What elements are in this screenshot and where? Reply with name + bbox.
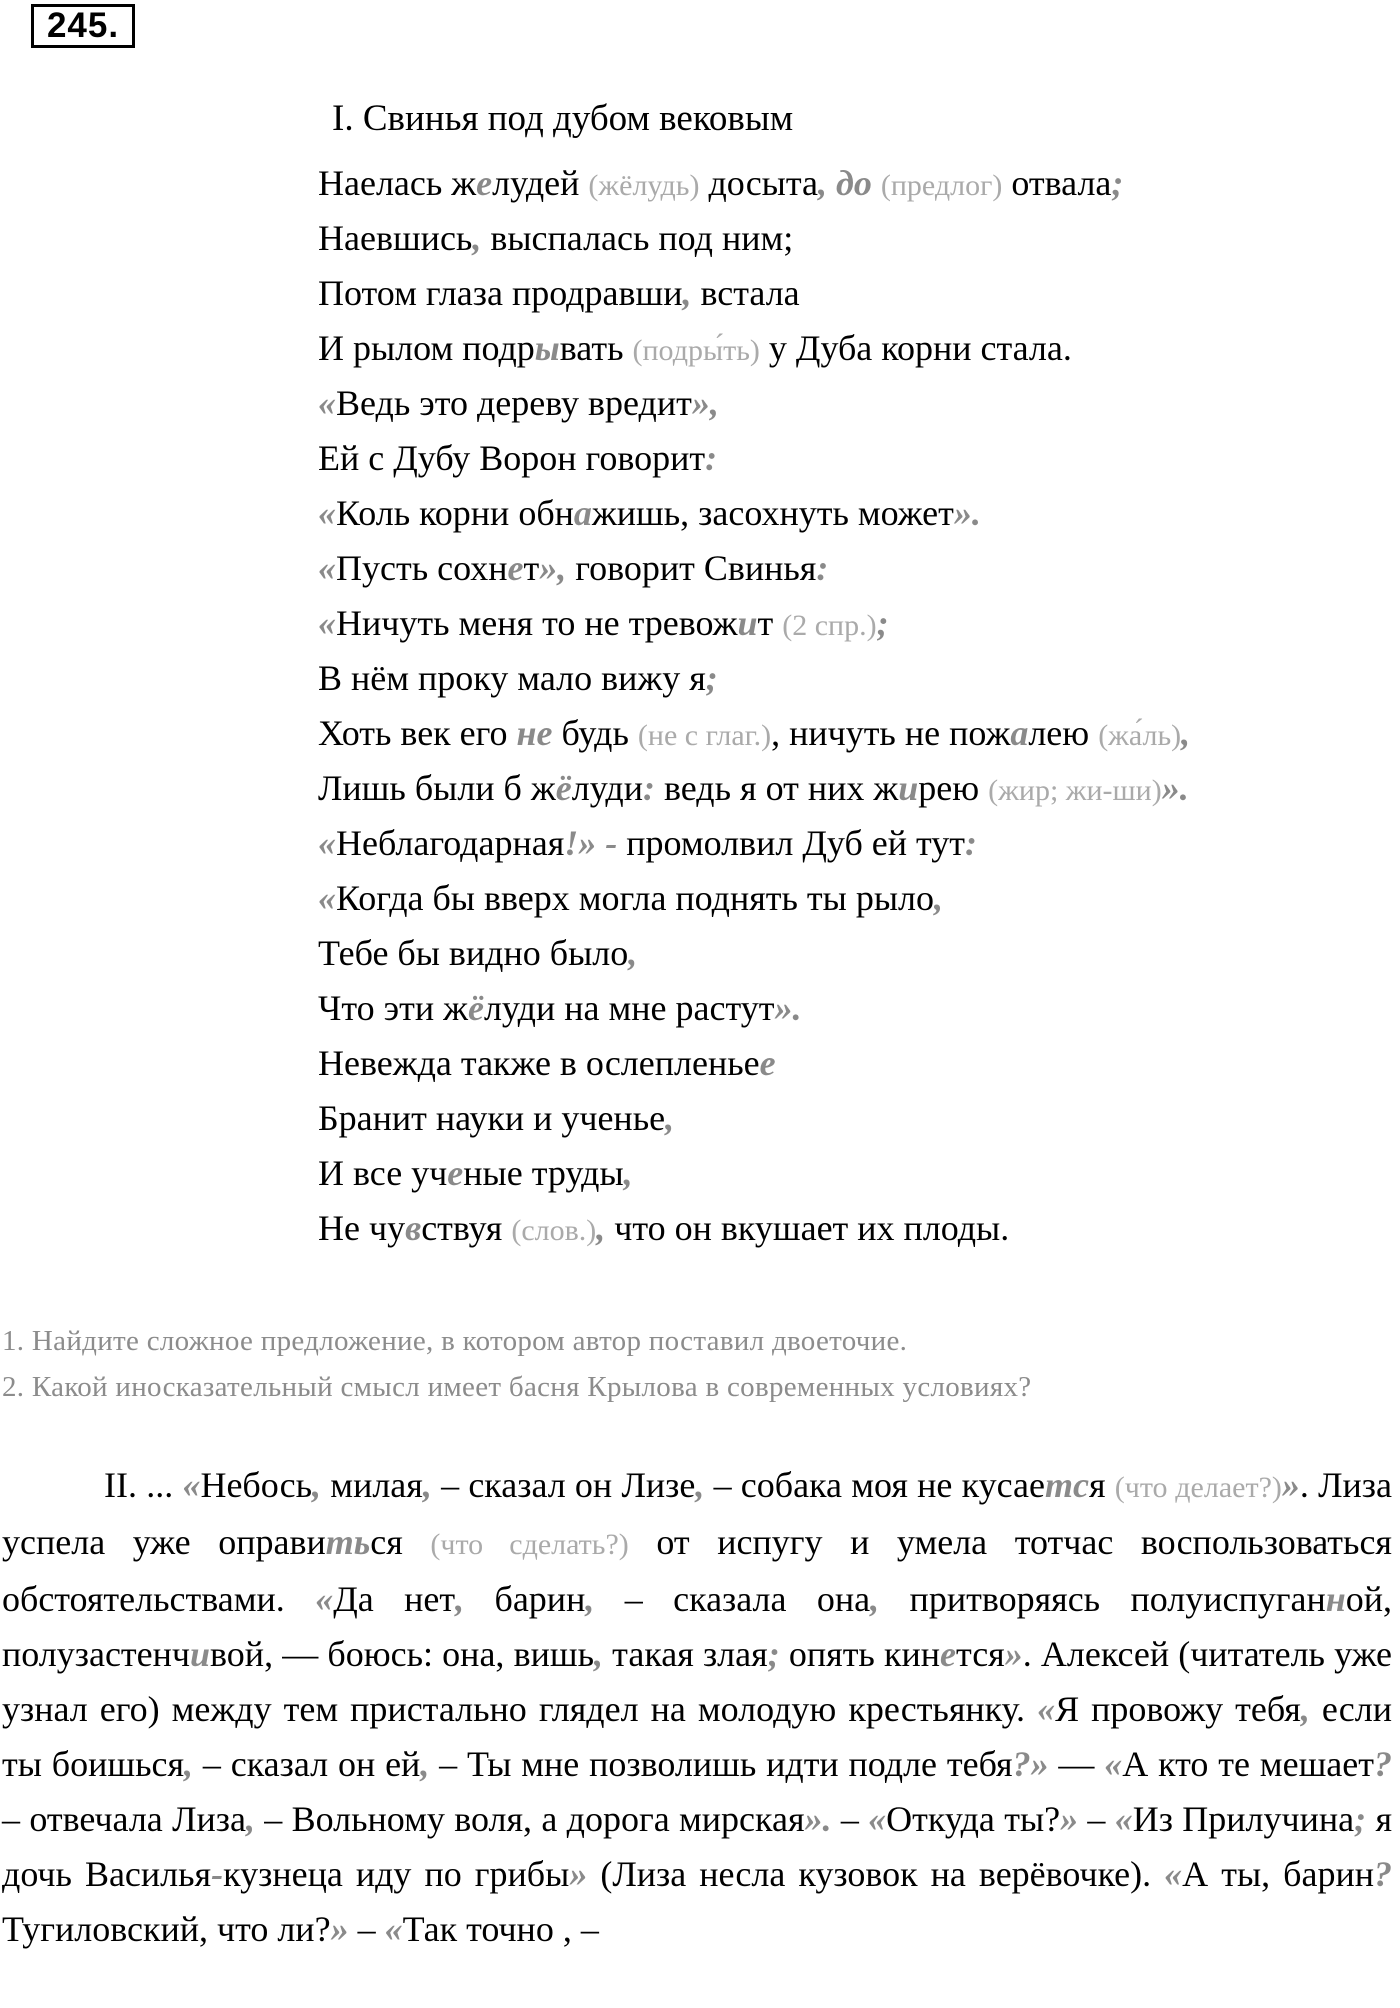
highlight-mark: : bbox=[965, 823, 977, 863]
text-segment: – отвечала Лиза bbox=[2, 1799, 246, 1839]
highlight-mark: : bbox=[816, 548, 829, 588]
highlight-mark: и bbox=[898, 768, 919, 808]
text-segment: Я провожу тебя bbox=[1055, 1689, 1301, 1729]
poem-line bbox=[318, 156, 1378, 211]
text-segment: . Алексей (читатель уже узнал его) между тем пристально глядел на молодую крестьянку. bbox=[2, 1634, 1393, 1729]
text-segment: лею bbox=[1028, 713, 1099, 753]
highlight-mark: » bbox=[330, 1909, 349, 1949]
grammar-hint: (жёлудь) bbox=[588, 169, 700, 202]
highlight-mark: , до bbox=[818, 163, 872, 203]
text-segment: Тебе бы видно было bbox=[318, 933, 629, 973]
poem-line bbox=[318, 266, 1378, 321]
text-segment: ся bbox=[370, 1522, 431, 1562]
poem-line bbox=[318, 1091, 1378, 1146]
text-segment: Пусть сохн bbox=[336, 548, 508, 588]
highlight-mark: , bbox=[245, 1799, 255, 1839]
question-1: 1. Найдите сложное предложение, в котором автор поставил двоеточие. bbox=[2, 1325, 908, 1357]
text-segment: (Лиза несла кузовок на верёвочке). bbox=[587, 1854, 1165, 1894]
highlight-mark: , bbox=[422, 1465, 432, 1505]
highlight-mark: , bbox=[695, 1465, 705, 1505]
poem-line bbox=[318, 1036, 1378, 1091]
text-segment: А кто те мешает bbox=[1122, 1744, 1374, 1784]
highlight-mark: е bbox=[759, 1043, 776, 1083]
text-segment: я bbox=[1088, 1465, 1115, 1505]
text-segment: от испугу и умела тотчас воспользоваться обстоятельствами. bbox=[2, 1522, 1392, 1619]
highlight-mark: , bbox=[455, 1579, 465, 1619]
highlight-mark: ». bbox=[774, 988, 802, 1028]
highlight-mark: ; bbox=[1111, 163, 1124, 203]
text-segment: ные труды bbox=[463, 1153, 624, 1193]
highlight-mark: » bbox=[1281, 1465, 1300, 1505]
highlight-mark: н bbox=[1325, 1579, 1346, 1619]
highlight-mark: , bbox=[585, 1579, 595, 1619]
text-segment: жишь, засохнуть может bbox=[591, 493, 954, 533]
text-segment: Откуда ты? bbox=[886, 1799, 1061, 1839]
highlight-mark: « bbox=[318, 383, 336, 423]
grammar-hint: (что делает?) bbox=[1114, 1471, 1282, 1504]
text-segment: , ничуть не пож bbox=[771, 713, 1011, 753]
text-segment: – Вольному воля, а дорога мирская bbox=[254, 1799, 805, 1839]
text-segment: – собака моя не кусае bbox=[704, 1465, 1045, 1505]
text-segment: будь bbox=[552, 713, 638, 753]
text-segment: ой, полузастенч bbox=[2, 1579, 1393, 1674]
highlight-mark: « bbox=[315, 1579, 334, 1619]
highlight-mark: ». bbox=[1161, 768, 1189, 808]
highlight-mark: « bbox=[318, 603, 336, 643]
grammar-hint: (подры́ть) bbox=[632, 334, 760, 367]
highlight-mark: и bbox=[190, 1634, 211, 1674]
highlight-mark: , bbox=[596, 1208, 606, 1248]
text-segment: – bbox=[348, 1909, 385, 1949]
highlight-mark: ы bbox=[534, 328, 560, 368]
poem-line bbox=[318, 211, 1378, 266]
highlight-mark: , bbox=[628, 933, 638, 973]
text-segment: кузнеца иду по грибы bbox=[223, 1854, 570, 1894]
highlight-mark: , bbox=[623, 1153, 633, 1193]
highlight-mark: , bbox=[184, 1744, 194, 1784]
highlight-mark: « bbox=[1104, 1744, 1123, 1784]
highlight-mark: , bbox=[312, 1465, 322, 1505]
highlight-mark: , bbox=[1181, 713, 1191, 753]
poem-line bbox=[318, 816, 1378, 871]
text-segment: – сказал он ей bbox=[193, 1744, 421, 1784]
text-segment: у Дуба корни стала. bbox=[759, 328, 1072, 368]
question-2: 2. Какой иносказательный смысл имеет басня Крылова в современных условиях? bbox=[2, 1371, 1032, 1403]
highlight-mark: ; bbox=[767, 1634, 780, 1674]
highlight-mark: , bbox=[682, 273, 692, 313]
highlight-mark: « bbox=[1114, 1799, 1133, 1839]
highlight-mark: в bbox=[405, 1208, 422, 1248]
poem-line bbox=[318, 486, 1378, 541]
poem-body bbox=[318, 156, 1378, 1256]
highlight-mark: » bbox=[1060, 1799, 1079, 1839]
prose-paragraph bbox=[2, 1458, 1392, 1957]
text-segment: Когда бы вверх могла поднять ты рыло bbox=[336, 878, 935, 918]
highlight-mark: « bbox=[1164, 1854, 1183, 1894]
text-segment: опять кин bbox=[779, 1634, 941, 1674]
text-segment: барин bbox=[464, 1579, 586, 1619]
poem-line bbox=[318, 981, 1378, 1036]
text-segment: луди на мне растут bbox=[483, 988, 775, 1028]
text-segment: — bbox=[1048, 1744, 1105, 1784]
poem-line bbox=[318, 651, 1378, 706]
text-segment: что он вкушает их плоды. bbox=[605, 1208, 1010, 1248]
highlight-mark: е bbox=[476, 163, 493, 203]
highlight-mark: ть bbox=[325, 1522, 371, 1562]
highlight-mark: !» - bbox=[564, 823, 618, 863]
text-segment: II. ... bbox=[104, 1465, 183, 1505]
text-segment: Не чу bbox=[318, 1208, 406, 1248]
grammar-hint: (2 спр.) bbox=[782, 609, 877, 642]
highlight-mark: « bbox=[318, 878, 336, 918]
highlight-mark: , bbox=[870, 1579, 880, 1619]
text-segment: Наелась ж bbox=[318, 163, 477, 203]
text-segment: Неблагодарная bbox=[336, 823, 565, 863]
text-segment: лудей bbox=[492, 163, 589, 203]
highlight-mark: ». bbox=[953, 493, 981, 533]
highlight-mark: « bbox=[318, 548, 336, 588]
text-segment: Что эти ж bbox=[318, 988, 468, 1028]
highlight-mark: а bbox=[573, 493, 592, 533]
text-segment: луди bbox=[571, 768, 644, 808]
text-segment: – сказала она bbox=[594, 1579, 871, 1619]
highlight-mark: ; bbox=[876, 603, 889, 643]
highlight-mark: « bbox=[384, 1909, 403, 1949]
grammar-hint: (что сделать?) bbox=[430, 1528, 629, 1561]
text-segment: В нём проку мало вижу я bbox=[318, 658, 706, 698]
exercise-number: 245. bbox=[31, 4, 135, 48]
poem-line bbox=[318, 596, 1378, 651]
text-segment: т bbox=[757, 603, 783, 643]
highlight-mark: а bbox=[1010, 713, 1029, 753]
text-segment: Так точно , – bbox=[402, 1909, 599, 1949]
text-segment: ведь я от них ж bbox=[655, 768, 899, 808]
poem-line bbox=[318, 706, 1378, 761]
highlight-mark: , bbox=[594, 1634, 603, 1674]
poem-line bbox=[318, 1201, 1378, 1256]
highlight-mark: , bbox=[934, 878, 944, 918]
highlight-mark: е bbox=[940, 1634, 957, 1674]
grammar-hint: (жа́ль) bbox=[1098, 719, 1182, 752]
text-segment: вой, — боюсь: она, вишь bbox=[210, 1634, 594, 1674]
text-segment: Ведь это дереву вредит bbox=[336, 383, 692, 423]
questions-block bbox=[2, 1318, 1392, 1410]
highlight-mark: не bbox=[516, 713, 553, 753]
highlight-mark: ё bbox=[555, 768, 572, 808]
text-segment: Хоть век его bbox=[318, 713, 517, 753]
highlight-mark: ; bbox=[1354, 1799, 1367, 1839]
highlight-mark: - bbox=[211, 1854, 224, 1894]
highlight-mark: , bbox=[1300, 1689, 1310, 1729]
text-segment: Коль корни обн bbox=[336, 493, 574, 533]
text-segment: . Лиза успела уже оправи bbox=[2, 1465, 1393, 1562]
text-segment: – сказал он Лизе bbox=[431, 1465, 696, 1505]
highlight-mark: ; bbox=[705, 658, 718, 698]
poem-line bbox=[318, 926, 1378, 981]
text-segment: вать bbox=[559, 328, 633, 368]
highlight-mark: », bbox=[539, 548, 567, 588]
highlight-mark: : bbox=[705, 438, 718, 478]
highlight-mark: : bbox=[643, 768, 656, 808]
poem-line bbox=[318, 541, 1378, 596]
text-segment: – bbox=[831, 1799, 869, 1839]
text-segment: рею bbox=[918, 768, 989, 808]
text-segment: Невежда также в ослепленье bbox=[318, 1043, 760, 1083]
highlight-mark: » bbox=[569, 1854, 588, 1894]
text-segment: выспалась под ним; bbox=[481, 218, 794, 258]
text-segment: притворяясь полуиспуган bbox=[879, 1579, 1326, 1619]
highlight-mark: « bbox=[1037, 1689, 1056, 1729]
highlight-mark: тс bbox=[1044, 1465, 1089, 1505]
highlight-mark: е bbox=[447, 1153, 464, 1193]
text-segment: Потом глаза продравши bbox=[318, 273, 683, 313]
poem-line bbox=[318, 431, 1378, 486]
highlight-mark: « bbox=[318, 823, 336, 863]
text-segment: такая злая bbox=[603, 1634, 768, 1674]
text-segment: если ты боишься bbox=[2, 1689, 1392, 1784]
highlight-mark: и bbox=[737, 603, 758, 643]
text-segment: я дочь Василья bbox=[2, 1799, 1393, 1894]
text-segment: милая bbox=[321, 1465, 423, 1505]
poem-line bbox=[318, 376, 1378, 431]
text-segment: А ты, барин bbox=[1182, 1854, 1374, 1894]
highlight-mark: е bbox=[507, 548, 524, 588]
poem-line bbox=[318, 871, 1378, 926]
text-segment: Из Прилучина bbox=[1132, 1799, 1355, 1839]
highlight-mark: « bbox=[318, 493, 336, 533]
highlight-mark: ». bbox=[804, 1799, 832, 1839]
text-segment: Бранит науки и ученье bbox=[318, 1098, 666, 1138]
text-segment: говорит Свинья bbox=[566, 548, 817, 588]
text-segment: Ей с Дубу Ворон говорит bbox=[318, 438, 706, 478]
highlight-mark: « bbox=[182, 1465, 201, 1505]
text-segment: ствуя bbox=[421, 1208, 512, 1248]
text-segment: Тугиловский, что ли? bbox=[2, 1909, 331, 1949]
grammar-hint: (жир; жи-ши) bbox=[988, 774, 1162, 807]
text-segment: Наевшись bbox=[318, 218, 473, 258]
highlight-mark: » bbox=[1004, 1634, 1023, 1674]
text-segment: И рылом подр bbox=[318, 328, 535, 368]
text-segment: встала bbox=[691, 273, 800, 313]
text-segment: тся bbox=[956, 1634, 1005, 1674]
poem-line bbox=[318, 761, 1378, 816]
highlight-mark: ? bbox=[1374, 1854, 1392, 1894]
highlight-mark: », bbox=[691, 383, 719, 423]
highlight-mark: , bbox=[665, 1098, 675, 1138]
highlight-mark: , bbox=[472, 218, 482, 258]
highlight-mark: ?» bbox=[1012, 1744, 1049, 1784]
text-segment: т bbox=[523, 548, 540, 588]
poem-title: I. Свинья под дубом вековым bbox=[332, 98, 794, 139]
text-segment: – bbox=[1078, 1799, 1115, 1839]
highlight-mark: ё bbox=[467, 988, 484, 1028]
text-segment: досыта bbox=[699, 163, 819, 203]
text-segment: Да нет bbox=[333, 1579, 456, 1619]
poem-line bbox=[318, 321, 1378, 376]
grammar-hint: (предлог) bbox=[880, 169, 1003, 202]
text-segment: отвала bbox=[1002, 163, 1112, 203]
highlight-mark: ? bbox=[1373, 1744, 1392, 1784]
text-segment bbox=[872, 163, 881, 203]
text-segment: – Ты мне позволишь идти подле тебя bbox=[429, 1744, 1013, 1784]
highlight-mark: , bbox=[420, 1744, 430, 1784]
text-segment: промолвил Дуб ей тут bbox=[617, 823, 965, 863]
grammar-hint: (не с глаг.) bbox=[637, 719, 772, 752]
text-segment: Ничуть меня то не тревож bbox=[336, 603, 738, 643]
text-segment: Лишь были б ж bbox=[318, 768, 556, 808]
text-segment: Небось bbox=[200, 1465, 313, 1505]
poem-line bbox=[318, 1146, 1378, 1201]
text-segment: И все уч bbox=[318, 1153, 448, 1193]
highlight-mark: « bbox=[868, 1799, 887, 1839]
grammar-hint: (слов.) bbox=[511, 1214, 597, 1247]
